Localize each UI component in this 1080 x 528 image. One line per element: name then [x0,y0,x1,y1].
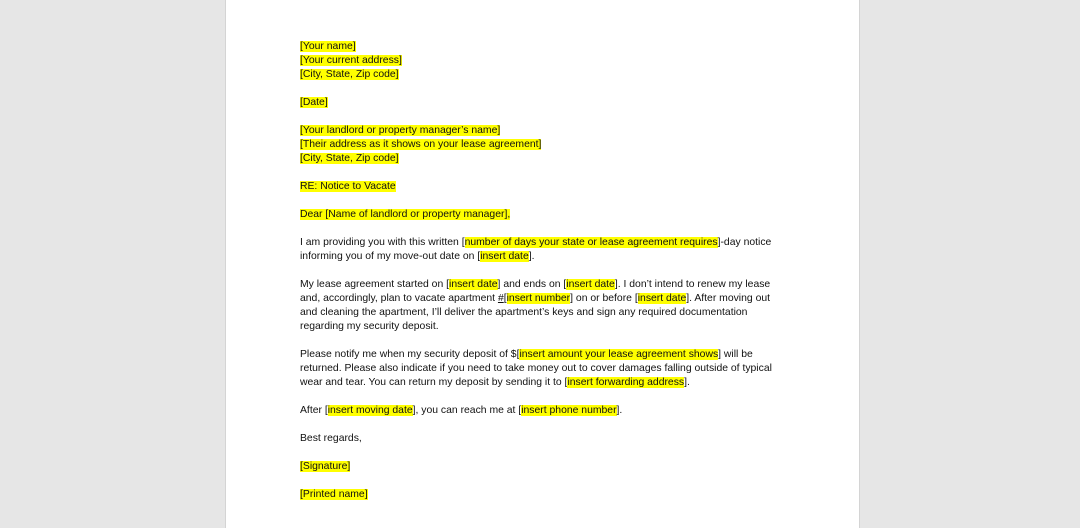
text: [ [503,293,507,304]
placeholder-apartment-number: insert number [506,293,571,304]
text: ] will be [718,349,753,360]
text: ]. [528,251,535,262]
text: ]. [684,377,690,388]
closing: Best regards, [300,433,362,444]
placeholder-forwarding-address: insert forwarding address [567,377,685,388]
text: After [ [300,405,328,416]
paragraph-contact [300,404,800,418]
text: ]-day notice [717,237,772,248]
signature-placeholder: [Signature] [300,461,351,472]
paragraph-notice [300,236,800,264]
paragraph-lease [300,278,800,334]
recipient-name: [Your landlord or property manager’s name] [300,125,501,136]
text: Please notify me when my security deposit of $[ [300,349,520,360]
letter-body[interactable] [300,40,800,502]
text: ] and ends on [ [497,279,567,290]
sender-address: [Your current address] [300,55,402,66]
placeholder-phone-number: insert phone number [521,405,617,416]
printed-name-placeholder: [Printed name] [300,489,368,500]
recipient-address: [Their address as it shows on your lease agreement] [300,139,542,150]
text: # [497,293,504,304]
text: and, accordingly, plan to vacate apartment [300,293,498,304]
text: regarding my security deposit. [300,321,439,332]
placeholder-notice-days: number of days your state or lease agreement requires [464,237,718,248]
placeholder-vacate-date: insert date [637,293,687,304]
salutation: Dear [Name of landlord or property manager], [300,209,511,220]
placeholder-moving-date: insert moving date [327,405,413,416]
text: ] on or before [ [570,293,638,304]
text: ]. After moving out [686,293,771,304]
placeholder-lease-end-date: insert date [566,279,615,290]
text: and cleaning the apartment, I’ll deliver the apartment’s keys and sign any required documentation [300,307,748,318]
recipient-city-state-zip: [City, State, Zip code] [300,153,399,164]
sender-name: [Your name] [300,41,356,52]
text: ]. I don’t intend to renew my lease [614,279,771,290]
text: wear and tear. You can return my deposit by sending it to [ [300,377,568,388]
sender-city-state-zip: [City, State, Zip code] [300,69,399,80]
text: ]. [616,405,623,416]
recipient-block [300,124,800,166]
text: informing you of my move-out date on [ [300,251,481,262]
placeholder-lease-start-date: insert date [449,279,498,290]
letter-date: [Date] [300,97,328,108]
text: returned. Please also indicate if you need to take money out to cover damages falling outside of typical [300,363,772,374]
paragraph-deposit [300,348,800,390]
subject-line: RE: Notice to Vacate [300,181,396,192]
text: I am providing you with this written [ [300,237,465,248]
text: ], you can reach me at [ [412,405,522,416]
placeholder-move-out-date: insert date [480,251,529,262]
document-page [225,0,860,528]
sender-block [300,40,800,82]
placeholder-deposit-amount: insert amount your lease agreement shows [519,349,719,360]
text: My lease agreement started on [ [300,279,450,290]
